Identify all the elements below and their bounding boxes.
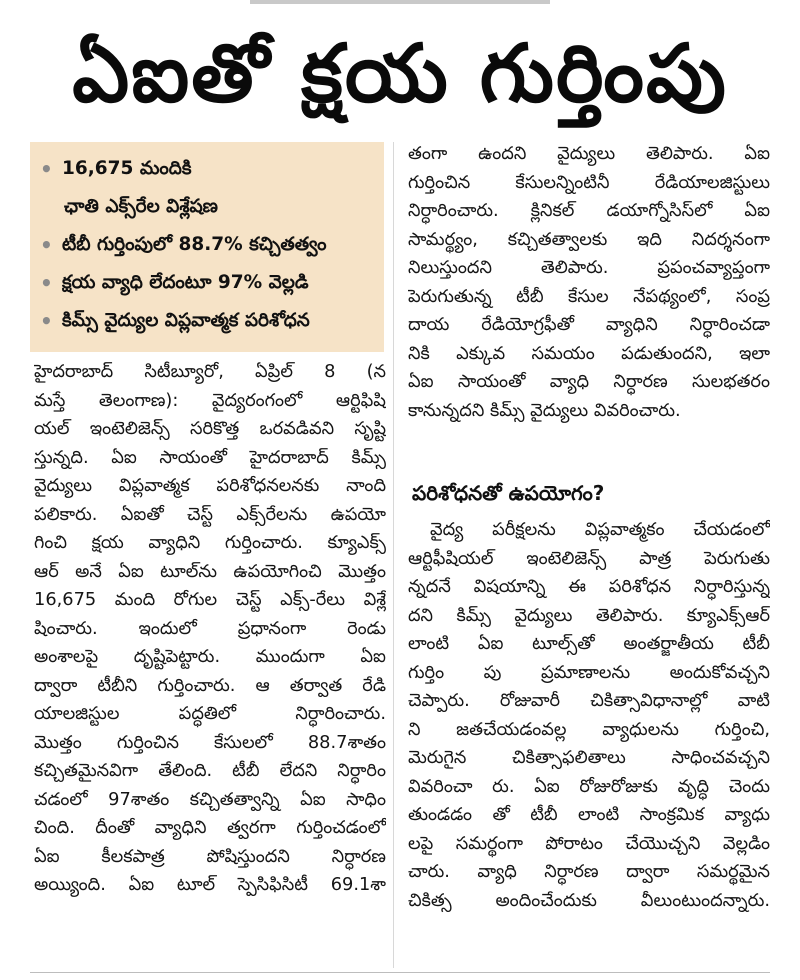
text-line: చెప్పారు. రోజువారీ చికిత్సావిధానాల్లో వాటి <box>408 690 770 711</box>
text-line: ఏఐ సాయంతో వ్యాధి నిర్ధారణ సులభతరం <box>408 371 770 392</box>
text-line: వైద్య పరీక్షలను విప్లవాత్మకం చేయడంలో <box>430 519 770 540</box>
text-line: మొత్తం గుర్తించిన కేసులలో 88.7శాతం <box>34 731 386 753</box>
section-subheading: పరిశోధనతో ఉపయోగం? <box>412 481 605 505</box>
article-body-right-column-bottom <box>408 516 770 968</box>
text-line: 16,675 మంది రోగుల చెస్ట్ ఎక్స్-రేలు విశ్లే <box>34 589 386 610</box>
text-line: మస్తే తెలంగాణ): వైద్యరంగంలో ఆర్టిఫిషి <box>34 389 386 411</box>
text-line: వివరించా రు. ఏఐ రోజురోజుకు వృద్ధి చెందు <box>408 775 770 797</box>
text-line: గుర్తించిన కేసులన్నింటినీ రేడియాలజిస్టులు <box>408 171 770 193</box>
bullet-icon: • <box>40 271 53 295</box>
text-line: నిలుస్తుందని తెలిపారు. ప్రపంచవ్యాప్తంగా <box>408 257 770 278</box>
highlight-text: టీబీ గుర్తింపులో 88.7% కచ్చితత్వం <box>62 234 327 255</box>
text-line: దని కిమ్స్ వైద్యులు తెలిపారు. క్యూఎక్స్‌ఆర్ <box>408 604 770 626</box>
text-line: గుర్తిం పు ప్రమాణాలను అందుకోవచ్చని <box>408 661 770 683</box>
highlight-text: క్షయ వ్యాధి లేదంటూ 97% వెల్లడి <box>62 272 309 293</box>
bottom-rule <box>30 972 770 973</box>
text-line: కానున్నదని కిమ్స్ వైద్యులు వివరించారు. <box>408 399 681 421</box>
text-line: అంశాలపై దృష్టిపెట్టారు. ముందుగా ఏఐ <box>34 646 386 667</box>
text-line: లపై సమర్థంగా పోరాటం చేయొచ్చని వెల్లడిం <box>408 832 770 854</box>
text-line: దాయ రేడియోగ్రఫీతో వ్యాధిని నిర్ధారించడా <box>408 314 770 335</box>
text-line: లాంటి ఏఐ టూల్స్‌తో అంతర్జాతీయ టీబీ <box>408 633 770 654</box>
text-line: చింది. దీంతో వ్యాధిని త్వరగా గుర్తించడంలో <box>34 817 386 838</box>
highlight-item <box>40 150 376 188</box>
highlight-item <box>40 302 376 340</box>
text-line: చడంలో 97శాతం కచ్చితత్వాన్ని ఏఐ సాధిం <box>34 788 386 810</box>
bullet-icon: • <box>40 233 53 257</box>
highlight-item-continuation <box>40 188 376 226</box>
highlight-text: ఛాతి ఎక్స్‌రేల విశ్లేషణ <box>64 196 218 217</box>
text-line: ఏఐ కీలకపాత్ర పోషిస్తుందని నిర్ధారణ <box>34 845 386 867</box>
headline: ఏఐతో క్షయ గుర్తింపు <box>72 27 728 120</box>
article-body-right-column-top <box>408 140 770 460</box>
highlight-text: కిమ్స్ వైద్యుల విప్లవాత్మక పరిశోధన <box>62 310 310 331</box>
text-line: వైద్యులు విప్లవాత్మక పరిశోధనలనకు నాంది <box>34 475 386 496</box>
text-line: తంగా ఉందని వైద్యులు తెలిపారు. ఏఐ <box>408 143 770 164</box>
text-line: గించి క్షయ వ్యాధిని గుర్తించారు. క్యూఎక్స్ <box>34 532 386 553</box>
highlight-text: 16,675 మందికి <box>62 158 192 179</box>
text-line: మెరుగైన చికిత్సాఫలితాలు సాధించవచ్చని <box>408 747 770 768</box>
text-line: ని జతచేయడంవల్ల వ్యాధులను గుర్తించి, <box>408 718 770 740</box>
bullet-icon: • <box>40 157 53 181</box>
top-rule <box>250 0 550 4</box>
highlight-item <box>40 226 376 264</box>
text-line: సామర్థ్యం, కచ్చితత్వాలకు ఇది నిదర్శనంగా <box>408 228 770 250</box>
article-body-left-column <box>34 358 386 968</box>
text-line: ఆర్ అనే ఏఐ టూల్‌ను ఉపయోగించి మొత్తం <box>34 560 386 582</box>
text-line: తుండడం తో టీబీ లాంటి సాంక్రమిక వ్యాధు <box>408 804 770 825</box>
text-line: యల్ ఇంటెలిజెన్స్ సరికొత్త ఒరవడివని సృష్టి <box>34 418 386 439</box>
text-line: అయ్యింది. ఏఐ టూల్ స్పెసిఫిసిటీ 69.1శా <box>34 874 386 895</box>
text-line: షించారు. ఇందులో ప్రధానంగా రెండు <box>34 617 386 639</box>
text-line: ఆర్టిఫీషియల్ ఇంటెలిజెన్స్ పాత్ర పెరుగుతు <box>408 547 770 569</box>
text-line: హైదరాబాద్ సిటీబ్యూరో, ఏప్రిల్ 8 (న <box>34 361 386 382</box>
text-line: పెరుగుతున్న టీబీ కేసుల నేపథ్యంలో, సంప్ర <box>408 285 770 307</box>
text-line: ద్వారా టీబీని గుర్తించారు. ఆ తర్వాత రేడి <box>34 674 386 696</box>
text-line: చారు. వ్యాధి నిర్ధారణ ద్వారా సమర్థమైన <box>408 861 770 882</box>
highlight-item <box>40 264 376 302</box>
text-line: పలికారు. ఏఐతో చెస్ట్ ఎక్స్‌రేలను ఉపయో <box>34 503 386 525</box>
text-line: కచ్చితమైనవిగా తేలింది. టీబీ లేదని నిర్ధారిం <box>34 760 386 781</box>
text-line: న్నదనే విషయాన్ని ఈ పరిశోధన నిర్ధారిస్తున్న <box>408 576 770 597</box>
bullet-icon: • <box>40 309 53 333</box>
highlights-box <box>30 142 384 352</box>
text-line: స్తున్నది. ఏఐ సాయంతో హైదరాబాద్ కిమ్స్ <box>34 446 386 468</box>
text-line: నికి ఎక్కువ సమయం పడుతుందని, ఇలా <box>408 342 770 364</box>
text-line: నిర్ధారించారు. క్లినికల్ డయాగ్నోసిస్‌లో ఏఐ <box>408 200 770 221</box>
text-line: చికిత్స అందించేందుకు వీలుంటుందన్నారు. <box>408 889 770 911</box>
text-line: యాలజిస్టుల పద్ధతిలో నిర్ధారించారు. <box>34 703 386 724</box>
column-divider <box>393 142 394 968</box>
